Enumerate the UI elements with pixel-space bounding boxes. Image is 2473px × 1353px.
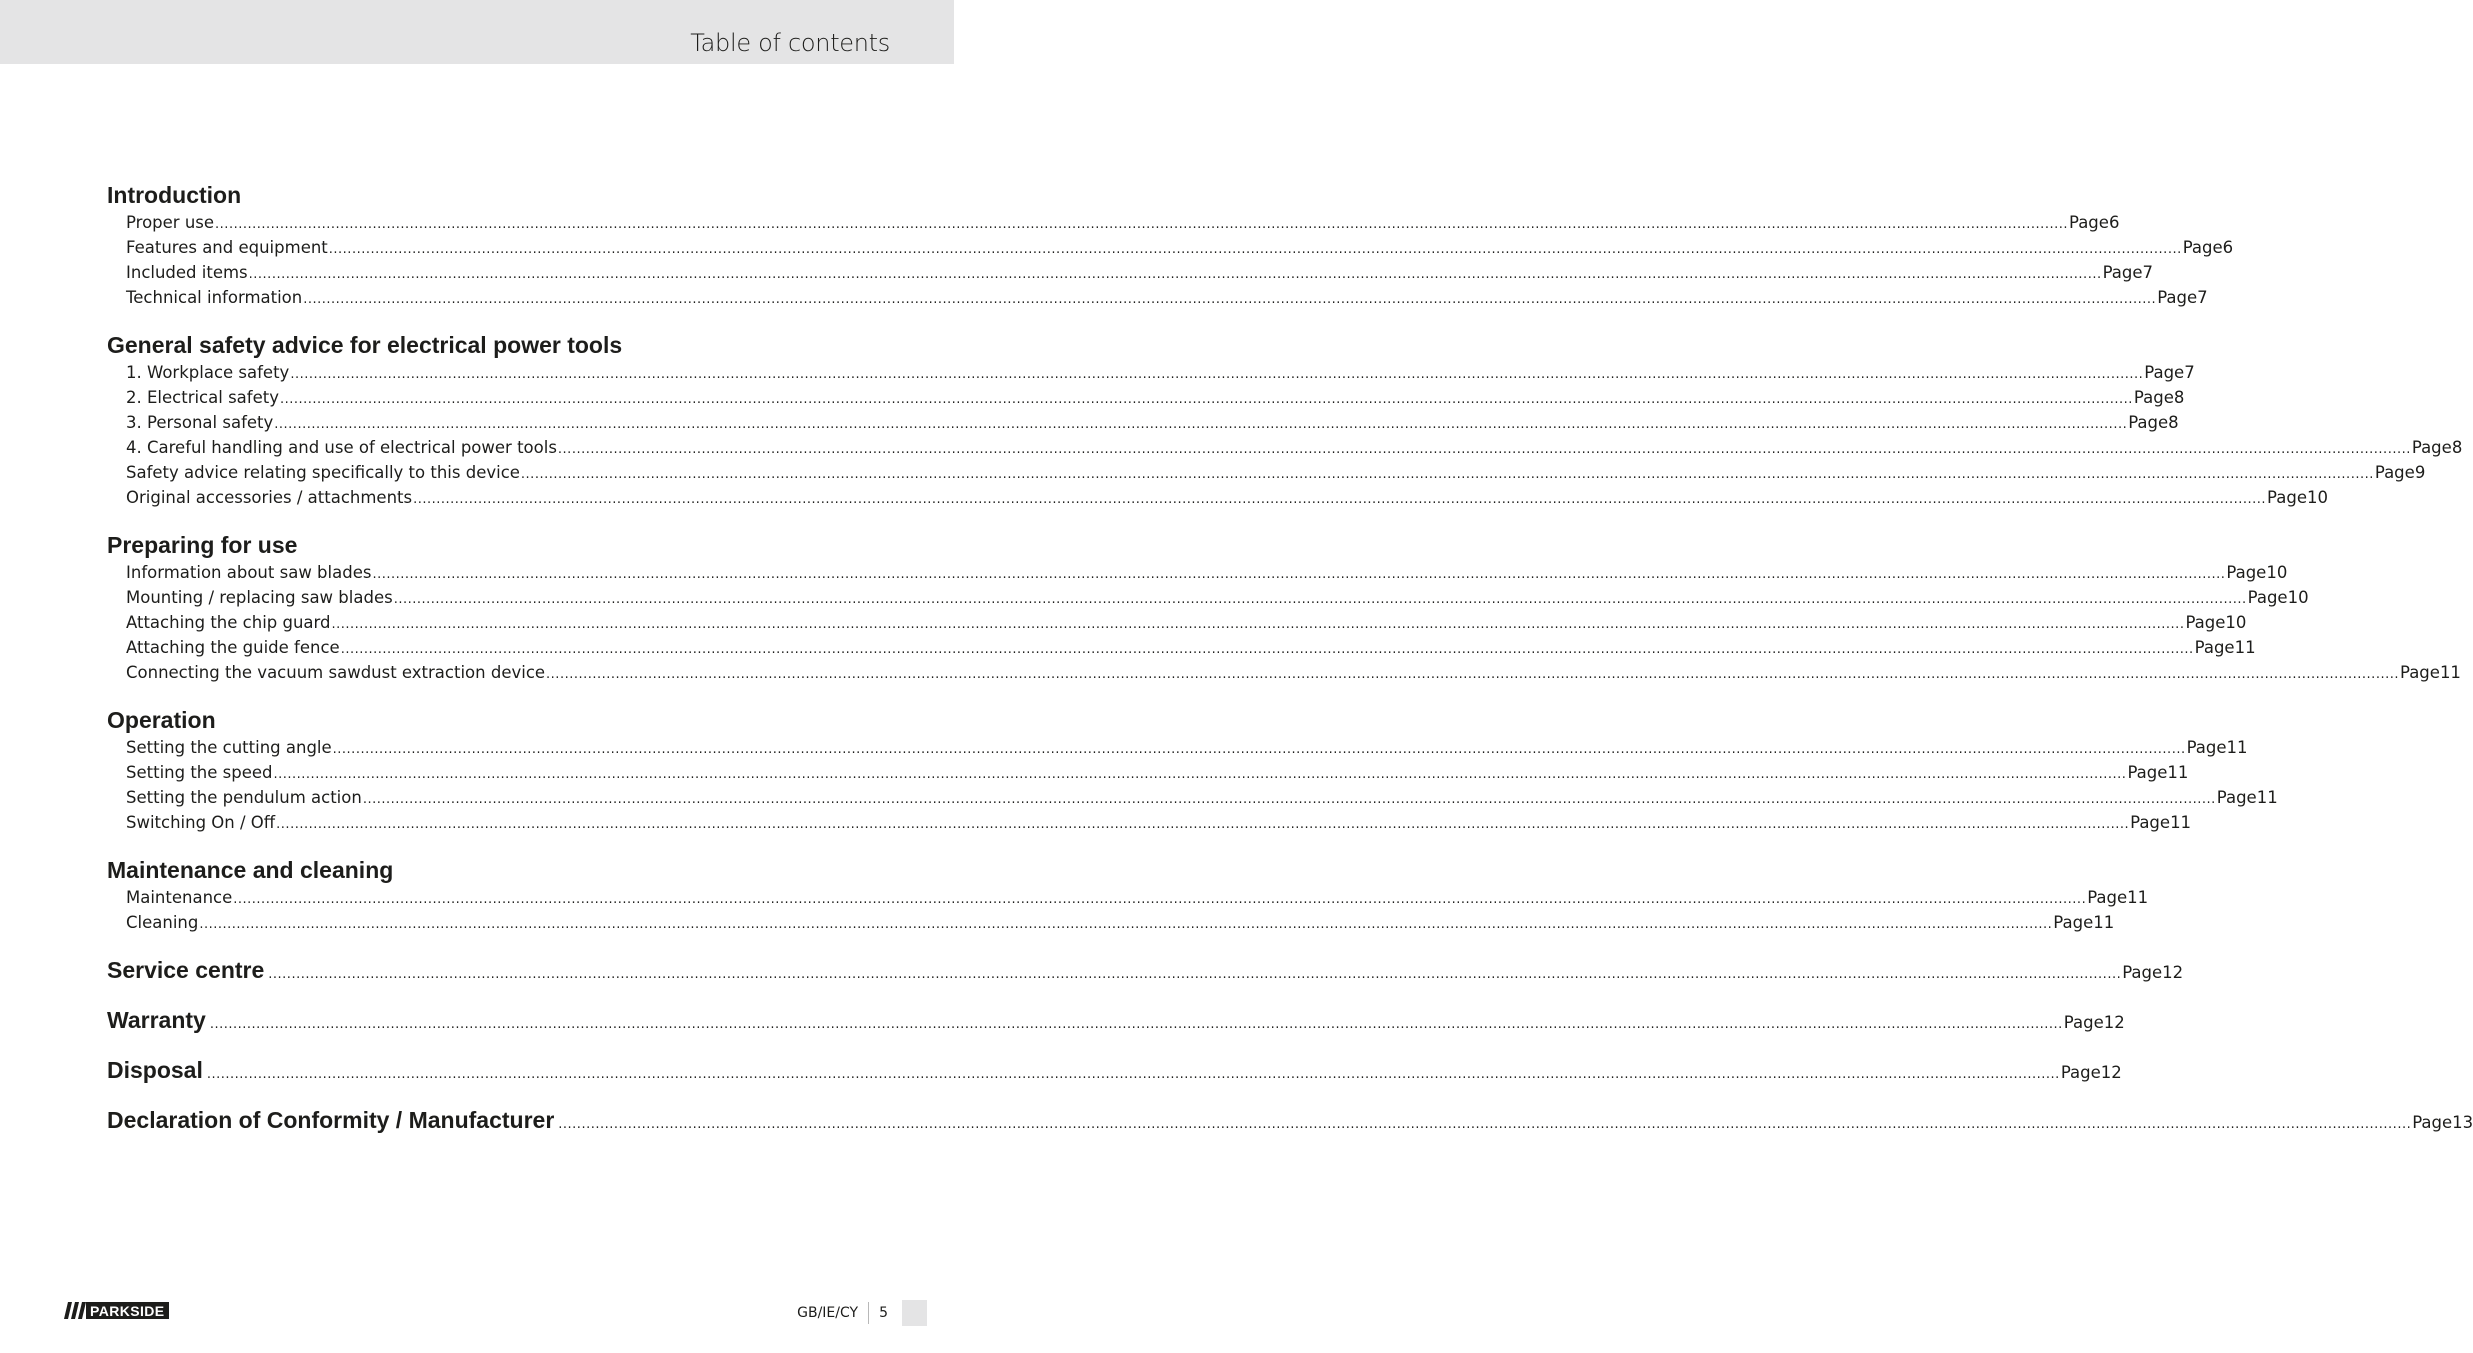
section-gap bbox=[107, 510, 828, 530]
page-word: Page bbox=[2063, 1013, 2104, 1032]
toc-entry-label: 4. Careful handling and use of electrical power tools bbox=[126, 438, 557, 457]
section-gap bbox=[107, 835, 828, 855]
section-heading: Declaration of Conformity / Manufacturer bbox=[107, 1107, 555, 1133]
toc-main-entry-service-centre bbox=[107, 955, 2184, 985]
toc-entry bbox=[107, 385, 2185, 410]
page-word: Page bbox=[2412, 1113, 2453, 1132]
page-number-ref: 11 bbox=[2093, 913, 2115, 932]
page-number-ref: 10 bbox=[2266, 563, 2288, 582]
toc-entry-label: Maintenance bbox=[126, 888, 233, 907]
toc-entry-label: Attaching the guide fence bbox=[126, 638, 340, 657]
toc-entry-label: Features and equipment bbox=[126, 238, 328, 257]
toc-entry bbox=[107, 260, 2154, 285]
toc-section-introduction bbox=[107, 180, 2234, 310]
toc-section-operation bbox=[107, 705, 2278, 835]
page-word: Page bbox=[2194, 638, 2235, 657]
footer-divider bbox=[868, 1302, 869, 1324]
page-word: Page bbox=[2399, 663, 2440, 682]
page-number-ref: 7 bbox=[2197, 288, 2208, 307]
dot-leader: ................................................................................................................................................................................................................................................................................................................................................................................................................ bbox=[290, 367, 2144, 382]
section-heading: Service centre bbox=[107, 957, 265, 983]
toc-entry bbox=[107, 735, 2248, 760]
toc-entry bbox=[107, 360, 2195, 385]
page-word: Page bbox=[2144, 363, 2185, 382]
dot-leader: ................................................................................................................................................................................................................................................................................................................................................................................................................ bbox=[274, 417, 2128, 432]
page-title: Table of contents bbox=[690, 29, 890, 57]
toc-entry-label: Attaching the chip guard bbox=[126, 613, 331, 632]
page-word: Page bbox=[2128, 413, 2169, 432]
page-word: Page bbox=[2102, 263, 2143, 282]
toc-entry bbox=[107, 435, 2463, 460]
toc-entry-label: Proper use bbox=[126, 213, 215, 232]
dot-leader: ................................................................................................................................................................................................................................................................................................................................................................................................................ bbox=[215, 217, 2068, 232]
table-of-contents bbox=[107, 180, 2473, 1135]
toc-entry-label: Switching On / Off bbox=[126, 813, 276, 832]
page-word: Page bbox=[2186, 738, 2227, 757]
dot-leader: ................................................................................................................................................................................................................................................................................................................................................................................................................ bbox=[276, 817, 2130, 832]
section-heading: Maintenance and cleaning bbox=[107, 857, 394, 883]
toc-entry-label: Setting the speed bbox=[126, 763, 273, 782]
dot-leader: ................................................................................................................................................................................................................................................................................................................................................................................................................ bbox=[328, 242, 2182, 257]
toc-entry-label: 3. Personal safety bbox=[126, 413, 274, 432]
page-number-ref: 11 bbox=[2127, 888, 2149, 907]
page-word: Page bbox=[2060, 1063, 2101, 1082]
dot-leader: ................................................................................................................................................................................................................................................................................................................................................................................................................ bbox=[331, 617, 2185, 632]
page-number-ref: 7 bbox=[2142, 263, 2154, 282]
page-number-ref: 11 bbox=[2226, 738, 2248, 757]
dot-leader: ................................................................................................................................................................................................................................................................................................................................................................................................................ bbox=[279, 392, 2133, 407]
dot-leader: ................................................................................................................................................................................................................................................................................................................................................................................................................ bbox=[206, 1067, 2060, 1082]
toc-entry bbox=[107, 760, 2189, 785]
parkside-logo bbox=[64, 1302, 169, 1319]
toc-entry bbox=[107, 660, 2461, 685]
page-word: Page bbox=[2068, 213, 2109, 232]
page-number-ref: 11 bbox=[2170, 813, 2192, 832]
toc-entry-label: Original accessories / attachments bbox=[126, 488, 413, 507]
section-heading: Operation bbox=[107, 707, 216, 733]
page-word: Page bbox=[2130, 813, 2171, 832]
toc-section-preparing-for-use bbox=[107, 530, 2461, 685]
page-number-ref: 10 bbox=[2287, 588, 2309, 607]
page-word: Page bbox=[2267, 488, 2307, 507]
page-word: Page bbox=[2185, 613, 2226, 632]
logo-text: PARKSIDE bbox=[90, 1302, 165, 1319]
dot-leader: ................................................................................................................................................................................................................................................................................................................................................................................................................ bbox=[557, 442, 2411, 457]
page-number-ref: 8 bbox=[2168, 413, 2179, 432]
toc-main-entry-declaration-of-conformity-manufacturer bbox=[107, 1105, 2473, 1135]
toc-entry-label: Cleaning bbox=[126, 913, 199, 932]
page-word: Page bbox=[2226, 563, 2267, 582]
country-codes: GB/IE/CY bbox=[797, 1305, 859, 1321]
toc-main-entry-disposal bbox=[107, 1055, 2122, 1085]
section-heading: General safety advice for electrical power tools bbox=[107, 332, 623, 358]
toc-section-maintenance-and-cleaning bbox=[107, 855, 2149, 935]
page-number-ref: 6 bbox=[2222, 238, 2234, 257]
page-number-ref: 11 bbox=[2234, 638, 2256, 657]
toc-main-entries bbox=[107, 955, 2473, 1135]
page-number-ref: 10 bbox=[2307, 488, 2328, 507]
page-word: Page bbox=[2053, 913, 2094, 932]
page-number-ref: 12 bbox=[2100, 1063, 2122, 1082]
dot-leader: ................................................................................................................................................................................................................................................................................................................................................................................................................ bbox=[209, 1017, 2063, 1032]
page-word: Page bbox=[2247, 588, 2288, 607]
toc-entry bbox=[107, 810, 2192, 835]
section-gap bbox=[107, 310, 828, 330]
page-number-ref: 12 bbox=[2162, 963, 2184, 982]
dot-leader: ................................................................................................................................................................................................................................................................................................................................................................................................................ bbox=[340, 642, 2194, 657]
toc-entry-label: Mounting / replacing saw blades bbox=[126, 588, 393, 607]
toc-entry bbox=[107, 635, 2256, 660]
page-number-ref: 11 bbox=[2256, 788, 2278, 807]
dot-leader: ................................................................................................................................................................................................................................................................................................................................................................................................................ bbox=[332, 742, 2186, 757]
page-word: Page bbox=[2182, 238, 2223, 257]
toc-entry-label: Setting the pendulum action bbox=[126, 788, 362, 807]
toc-entry-label: Setting the cutting angle bbox=[126, 738, 332, 757]
toc-entry bbox=[107, 910, 2115, 935]
dot-leader: ................................................................................................................................................................................................................................................................................................................................................................................................................ bbox=[546, 667, 2399, 682]
page-word: Page bbox=[2411, 438, 2452, 457]
dot-leader: ................................................................................................................................................................................................................................................................................................................................................................................................................ bbox=[362, 792, 2216, 807]
toc-main-entry-warranty bbox=[107, 1005, 2125, 1035]
dot-leader: ................................................................................................................................................................................................................................................................................................................................................................................................................ bbox=[273, 767, 2127, 782]
dot-leader: ................................................................................................................................................................................................................................................................................................................................................................................................................ bbox=[268, 967, 2122, 982]
toc-entry bbox=[107, 785, 2278, 810]
page-tab-marker bbox=[902, 1300, 927, 1326]
logo-stripes-icon bbox=[64, 1302, 86, 1319]
dot-leader: ................................................................................................................................................................................................................................................................................................................................................................................................................ bbox=[393, 592, 2247, 607]
page-number-ref: 7 bbox=[2184, 363, 2195, 382]
toc-entry-label: 2. Electrical safety bbox=[126, 388, 279, 407]
page-word: Page bbox=[2216, 788, 2257, 807]
toc-entry bbox=[107, 235, 2234, 260]
page-word: Page bbox=[2122, 963, 2163, 982]
toc-entry-label: Technical information bbox=[126, 288, 303, 307]
toc-entry-label: Included items bbox=[126, 263, 248, 282]
dot-leader: ................................................................................................................................................................................................................................................................................................................................................................................................................ bbox=[413, 492, 2267, 507]
page-word: Page bbox=[2133, 388, 2174, 407]
toc-entry bbox=[107, 885, 2149, 910]
dot-leader: ................................................................................................................................................................................................................................................................................................................................................................................................................ bbox=[199, 917, 2053, 932]
section-heading: Disposal bbox=[107, 1057, 203, 1083]
dot-leader: ................................................................................................................................................................................................................................................................................................................................................................................................................ bbox=[558, 1117, 2412, 1132]
toc-section-general-safety-advice-for-electrical-power-tools bbox=[107, 330, 2463, 510]
toc-entry-label: Safety advice relating specifically to this device bbox=[126, 463, 520, 482]
toc-entry bbox=[107, 560, 2288, 585]
page-number-ref: 11 bbox=[2439, 663, 2461, 682]
toc-entry bbox=[107, 410, 2179, 435]
page-number-ref: 11 bbox=[2167, 763, 2189, 782]
toc-entry bbox=[107, 460, 2426, 485]
section-heading: Introduction bbox=[107, 182, 242, 208]
page-number-ref: 6 bbox=[2108, 213, 2120, 232]
dot-leader: ................................................................................................................................................................................................................................................................................................................................................................................................................ bbox=[520, 467, 2374, 482]
dot-leader: ................................................................................................................................................................................................................................................................................................................................................................................................................ bbox=[372, 567, 2226, 582]
page-number-ref: 10 bbox=[2225, 613, 2247, 632]
section-heading: Preparing for use bbox=[107, 532, 298, 558]
dot-leader: ................................................................................................................................................................................................................................................................................................................................................................................................................ bbox=[303, 292, 2157, 307]
section-heading: Warranty bbox=[107, 1007, 206, 1033]
page-number-ref: 8 bbox=[2173, 388, 2185, 407]
toc-entry bbox=[107, 610, 2247, 635]
page-number-ref: 12 bbox=[2103, 1013, 2125, 1032]
logo-wordmark bbox=[86, 1302, 169, 1319]
dot-leader: ................................................................................................................................................................................................................................................................................................................................................................................................................ bbox=[233, 892, 2087, 907]
toc-entry bbox=[107, 585, 2309, 610]
page-number-ref: 8 bbox=[2451, 438, 2463, 457]
footer-right bbox=[797, 1300, 927, 1326]
toc-entry-label: Connecting the vacuum sawdust extraction device bbox=[126, 663, 546, 682]
page-word: Page bbox=[2374, 463, 2415, 482]
toc-entry bbox=[107, 210, 2120, 235]
dot-leader: ................................................................................................................................................................................................................................................................................................................................................................................................................ bbox=[248, 267, 2102, 282]
toc-entry bbox=[107, 285, 2208, 310]
page-word: Page bbox=[2157, 288, 2198, 307]
page-word: Page bbox=[2087, 888, 2128, 907]
page-number-ref: 13 bbox=[2452, 1113, 2473, 1132]
toc-sections bbox=[107, 180, 2463, 955]
toc-entry bbox=[107, 485, 2328, 510]
page-number: 5 bbox=[879, 1305, 888, 1321]
page-number-ref: 9 bbox=[2414, 463, 2426, 482]
toc-entry-label: 1. Workplace safety bbox=[126, 363, 290, 382]
section-gap bbox=[107, 935, 828, 955]
page-word: Page bbox=[2127, 763, 2168, 782]
section-gap bbox=[107, 685, 828, 705]
toc-entry-label: Information about saw blades bbox=[126, 563, 372, 582]
